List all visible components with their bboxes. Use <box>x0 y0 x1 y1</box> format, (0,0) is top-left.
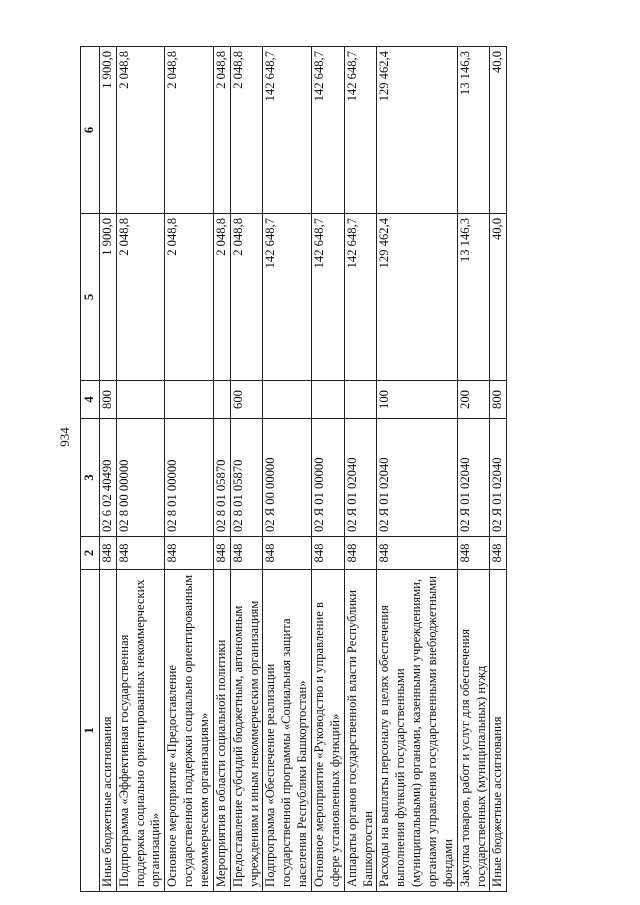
column-header: 1 <box>81 570 100 892</box>
expense-type: 800 <box>490 381 507 419</box>
column-header: 6 <box>81 47 100 214</box>
amount-col5: 2 048,8 <box>165 214 214 381</box>
expense-type: 600 <box>230 381 263 419</box>
amount-col6: 2 048,8 <box>165 47 214 214</box>
expense-type <box>312 381 345 419</box>
table-row <box>230 47 263 892</box>
table-body <box>99 47 506 892</box>
expense-type: 200 <box>457 381 490 419</box>
ministry-code: 848 <box>230 537 263 570</box>
target-article: 02 Я 01 02040 <box>457 419 490 537</box>
amount-col5: 1 900,0 <box>99 214 116 381</box>
column-header: 2 <box>81 537 100 570</box>
table-row <box>99 47 116 892</box>
target-article: 02 8 01 05870 <box>230 419 263 537</box>
item-name: Основное мероприятие «Предоставление государственной поддержки социально ориентированным некоммерческим организациям» <box>165 570 214 892</box>
expense-type <box>263 381 312 419</box>
ministry-code: 848 <box>213 537 230 570</box>
target-article: 02 Я 01 00000 <box>312 419 345 537</box>
rotated-page <box>80 47 560 892</box>
expense-type <box>344 381 377 419</box>
budget-table <box>80 46 507 892</box>
table-row <box>457 47 490 892</box>
amount-col5: 2 048,8 <box>116 214 165 381</box>
table-row <box>263 47 312 892</box>
item-name: Предоставление субсидий бюджетным, автономным учреждениям и иным некоммерческим организациям <box>230 570 263 892</box>
table-row <box>165 47 214 892</box>
table-row <box>344 47 377 892</box>
item-name: Подпрограмма «Обеспечение реализации государственной программы «Социальная защита населения Республики Башкортостан» <box>263 570 312 892</box>
amount-col6: 2 048,8 <box>116 47 165 214</box>
item-name: Иные бюджетные ассигнования <box>99 570 116 892</box>
amount-col6: 142 648,7 <box>344 47 377 214</box>
table-row <box>490 47 507 892</box>
table-row <box>116 47 165 892</box>
expense-type <box>116 381 165 419</box>
expense-type: 100 <box>377 381 457 419</box>
item-name: Подпрограмма «Эффективная государственная поддержка социально ориентированных некоммерческих организаций» <box>116 570 165 892</box>
table-row <box>377 47 457 892</box>
amount-col6: 129 462,4 <box>377 47 457 214</box>
amount-col5: 13 146,3 <box>457 214 490 381</box>
item-name: Иные бюджетные ассигнования <box>490 570 507 892</box>
amount-col6: 40,0 <box>490 47 507 214</box>
expense-type: 800 <box>99 381 116 419</box>
ministry-code: 848 <box>490 537 507 570</box>
item-name: Основное мероприятие «Руководство и управление в сфере установленных функций» <box>312 570 345 892</box>
target-article: 02 Я 01 02040 <box>377 419 457 537</box>
item-name: Аппараты органов государственной власти Республики Башкортостан <box>344 570 377 892</box>
table-row <box>213 47 230 892</box>
ministry-code: 848 <box>116 537 165 570</box>
amount-col6: 142 648,7 <box>263 47 312 214</box>
amount-col6: 142 648,7 <box>312 47 345 214</box>
amount-col5: 142 648,7 <box>312 214 345 381</box>
amount-col5: 129 462,4 <box>377 214 457 381</box>
target-article: 02 6 02 40490 <box>99 419 116 537</box>
expense-type <box>165 381 214 419</box>
amount-col6: 13 146,3 <box>457 47 490 214</box>
amount-col6: 1 900,0 <box>99 47 116 214</box>
target-article: 02 8 01 05870 <box>213 419 230 537</box>
ministry-code: 848 <box>312 537 345 570</box>
column-header: 4 <box>81 381 100 419</box>
page-number: 934 <box>57 427 72 447</box>
ministry-code: 848 <box>165 537 214 570</box>
header-row <box>81 47 100 892</box>
ministry-code: 848 <box>457 537 490 570</box>
target-article: 02 8 00 00000 <box>116 419 165 537</box>
target-article: 02 Я 01 02040 <box>490 419 507 537</box>
item-name: Мероприятия в области социальной политики <box>213 570 230 892</box>
target-article: 02 8 01 00000 <box>165 419 214 537</box>
item-name: Закупка товаров, работ и услуг для обеспечения государственных (муниципальных) нужд <box>457 570 490 892</box>
item-name: Расходы на выплаты персоналу в целях обеспечения выполнения функций государственными (муниципальными) органами, казенными учреждениями, органами управления государственными внебюджетными фондами <box>377 570 457 892</box>
expense-type <box>213 381 230 419</box>
amount-col6: 2 048,8 <box>213 47 230 214</box>
amount-col5: 2 048,8 <box>213 214 230 381</box>
ministry-code: 848 <box>344 537 377 570</box>
column-header: 3 <box>81 419 100 537</box>
ministry-code: 848 <box>377 537 457 570</box>
amount-col5: 142 648,7 <box>263 214 312 381</box>
table-row <box>312 47 345 892</box>
column-header: 5 <box>81 214 100 381</box>
amount-col5: 142 648,7 <box>344 214 377 381</box>
amount-col5: 40,0 <box>490 214 507 381</box>
amount-col5: 2 048,8 <box>230 214 263 381</box>
target-article: 02 Я 00 00000 <box>263 419 312 537</box>
target-article: 02 Я 01 02040 <box>344 419 377 537</box>
ministry-code: 848 <box>99 537 116 570</box>
amount-col6: 2 048,8 <box>230 47 263 214</box>
ministry-code: 848 <box>263 537 312 570</box>
